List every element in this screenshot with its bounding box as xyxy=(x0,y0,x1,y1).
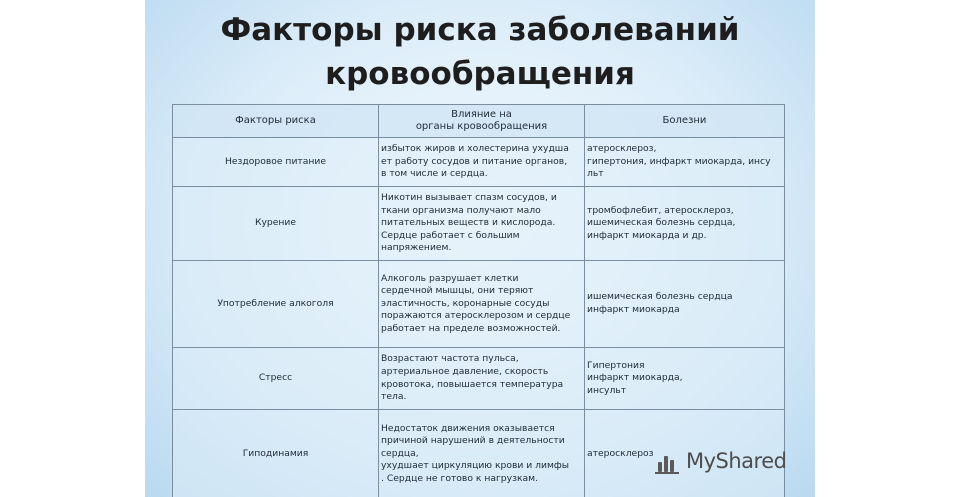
header-effect xyxy=(379,105,585,138)
table-row xyxy=(173,187,785,261)
effect-line: сердечной мышцы, они теряют xyxy=(381,285,534,297)
effect-cell xyxy=(379,348,585,410)
disease-line: Гипертония xyxy=(587,359,645,371)
effect-line: сердца, xyxy=(381,447,419,459)
table-row xyxy=(173,261,785,348)
disease-line: ишемическая болезнь сердца, xyxy=(587,217,736,229)
risk-factor-cell: Стресс xyxy=(173,348,379,410)
effect-cell xyxy=(379,187,585,261)
effect-line: Возрастают частота пульса, xyxy=(381,353,519,365)
effect-line: избыток жиров и холестерина ухудша xyxy=(381,143,569,155)
table-row xyxy=(173,138,785,187)
effect-line: Алкоголь разрушает клетки xyxy=(381,272,519,284)
effect-cell xyxy=(379,261,585,348)
disease-line: инфаркт миокарда xyxy=(587,304,680,315)
effect-line: напряжением. xyxy=(381,242,452,254)
disease-line: инсульт xyxy=(587,384,627,396)
disease-line: гипертония, инфаркт миокарда, инсу xyxy=(587,155,771,167)
risk-factor-cell: Гиподинамия xyxy=(173,410,379,497)
disease-cell xyxy=(585,138,785,187)
effect-cell xyxy=(379,410,585,497)
slide-title xyxy=(145,8,815,96)
header-effect-line2: органы кровообращения xyxy=(415,121,548,132)
table-body xyxy=(173,138,785,497)
effect-line: эластичность, коронарные сосуды xyxy=(381,297,550,309)
effect-line: ухудшает циркуляцию крови и лимфы xyxy=(381,460,570,472)
disease-line: тромбофлебит, атеросклероз, xyxy=(587,204,734,216)
header-effect-line1: Влияние на xyxy=(451,109,512,120)
slide-title-line1: Факторы риска заболеваний xyxy=(220,12,740,48)
effect-line: артериальное давление, скорость xyxy=(381,365,549,377)
disease-line: инфаркт миокарда и др. xyxy=(587,229,707,241)
table-header-row xyxy=(173,105,785,138)
effect-line: Никотин вызывает спазм сосудов, и xyxy=(381,192,557,204)
effect-line: поражаются атеросклерозом и сердце xyxy=(381,310,571,322)
effect-line: ткани организма получают мало xyxy=(381,204,541,216)
disease-line: инфаркт миокарда, xyxy=(587,372,683,384)
risk-factors-table xyxy=(172,104,785,497)
disease-cell xyxy=(585,261,785,348)
table-row xyxy=(173,348,785,410)
effect-cell xyxy=(379,138,585,187)
disease-line: атеросклероз xyxy=(587,447,654,459)
effect-line: кровотока, повышается температура xyxy=(381,378,564,390)
effect-line: . Сердце не готово к нагрузкам. xyxy=(381,472,538,484)
disease-line: ишемическая болезнь сердца xyxy=(587,291,733,303)
effect-line: причиной нарушений в деятельности xyxy=(381,435,565,447)
risk-factor-cell: Нездоровое питание xyxy=(173,138,379,187)
watermark-text: MyShared xyxy=(686,449,787,473)
effect-line: тела. xyxy=(381,391,407,403)
watermark xyxy=(653,446,803,476)
effect-line: Недостаток движения оказывается xyxy=(381,422,555,434)
disease-line: льт xyxy=(587,168,604,180)
header-factor: Факторы риска xyxy=(173,105,379,138)
header-disease: Болезни xyxy=(585,105,785,138)
effect-line: питательных веществ и кислорода. xyxy=(381,217,556,229)
disease-cell xyxy=(585,187,785,261)
bar-chart-icon xyxy=(653,447,683,475)
effect-line: Сердце работает с большим xyxy=(381,229,520,241)
disease-line: атеросклероз, xyxy=(587,143,657,155)
risk-factor-cell: Употребление алкоголя xyxy=(173,261,379,348)
effect-line: ет работу сосудов и питание органов, xyxy=(381,155,568,167)
disease-cell xyxy=(585,348,785,410)
slide xyxy=(145,0,815,497)
effect-line: в том числе и сердца. xyxy=(381,168,488,180)
effect-line: работает на пределе возможностей. xyxy=(381,322,561,334)
slide-title-line2: кровообращения xyxy=(325,56,635,92)
risk-factor-cell: Курение xyxy=(173,187,379,261)
